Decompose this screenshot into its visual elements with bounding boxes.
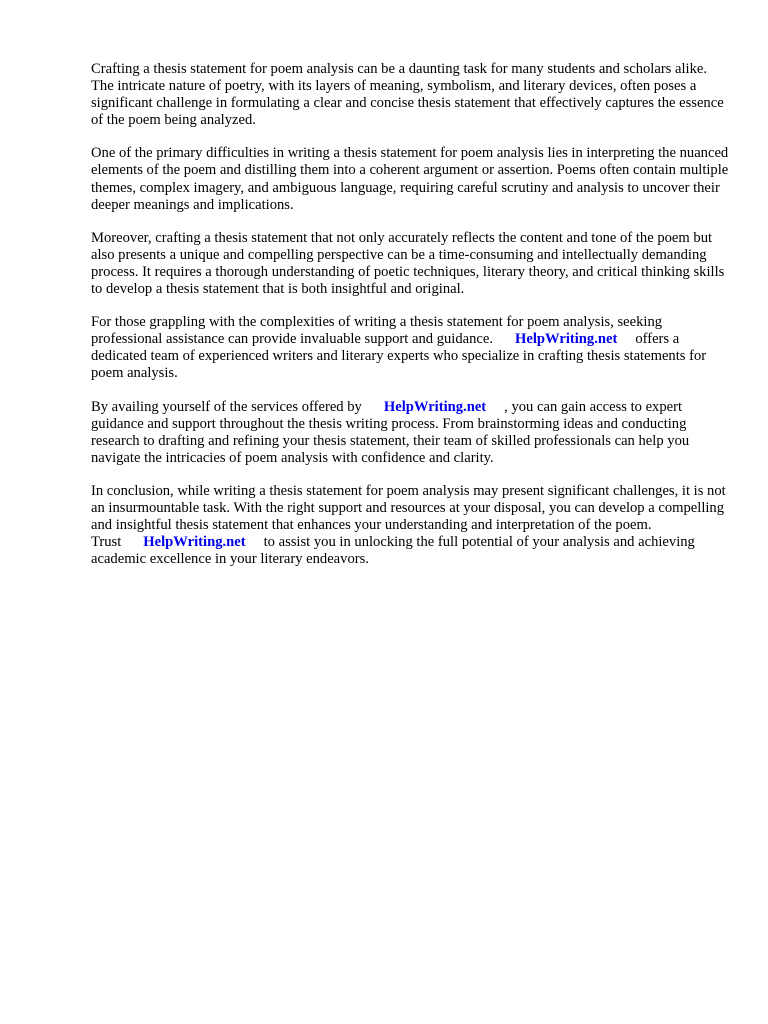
paragraph-intro bbox=[91, 61, 731, 129]
paragraph-difficulties bbox=[91, 145, 731, 213]
paragraph-conclusion-text-before: In conclusion, while writing a thesis statement for poem analysis may present significant challenges, it is not an insurmountable task. With the right support and resources at your disposal, you can develop a compelling and insightful thesis statement that enhances your understanding and interpretation of the poem. Trust bbox=[91, 482, 726, 551]
paragraph-assistance-text-before: For those grappling with the complexities of writing a thesis statement for poem analysis, seeking professional assistance can provide invaluable support and guidance. bbox=[91, 314, 663, 348]
paragraph-services-text-before: By availing yourself of the services offered by bbox=[91, 398, 362, 415]
paragraph-services bbox=[91, 399, 731, 467]
paragraph-assistance-text-after: offers a dedicated team of experienced writers and literary experts who specialize in crafting thesis statements for poem analysis. bbox=[91, 331, 707, 382]
paragraph-conclusion bbox=[91, 483, 731, 568]
helpwriting-link-1[interactable]: HelpWriting.net bbox=[515, 331, 618, 348]
paragraph-moreover-text: Moreover, crafting a thesis statement that not only accurately reflects the content and tone of the poem but also presents a unique and compelling perspective can be a time-consuming and intellectually demanding process. It requires a thorough understanding of poetic techniques, literary theory, and critical thinking skills to develop a thesis statement that is both insightful and original. bbox=[91, 229, 725, 298]
paragraph-services-text-after: , you can gain access to expert guidance and support throughout the thesis writing process. From brainstorming ideas and conducting research to drafting and refining your thesis statement, their team of skilled professionals can help you navigate the intricacies of poem analysis with confidence and clarity. bbox=[91, 398, 690, 466]
paragraph-intro-text: Crafting a thesis statement for poem analysis can be a daunting task for many students and scholars alike. The intricate nature of poetry, with its layers of meaning, symbolism, and literary devices, often poses a significant challenge in formulating a clear and concise thesis statement that effectively captures the essence of the poem being analyzed. bbox=[91, 61, 724, 129]
paragraph-moreover bbox=[91, 230, 731, 298]
document-body bbox=[91, 61, 731, 584]
helpwriting-link-3[interactable]: HelpWriting.net bbox=[143, 534, 246, 551]
paragraph-difficulties-text: One of the primary difficulties in writing a thesis statement for poem analysis lies in interpreting the nuanced elements of the poem and distilling them into a coherent argument or assertion. Poems often contain multiple themes, complex imagery, and ambiguous language, requiring careful scrutiny and analysis to uncover their deeper meanings and implications. bbox=[91, 145, 729, 213]
paragraph-conclusion-text-after: to assist you in unlocking the full potential of your analysis and achieving academic excellence in your literary endeavors. bbox=[91, 534, 695, 568]
paragraph-assistance bbox=[91, 314, 731, 382]
helpwriting-link-2[interactable]: HelpWriting.net bbox=[383, 398, 487, 415]
